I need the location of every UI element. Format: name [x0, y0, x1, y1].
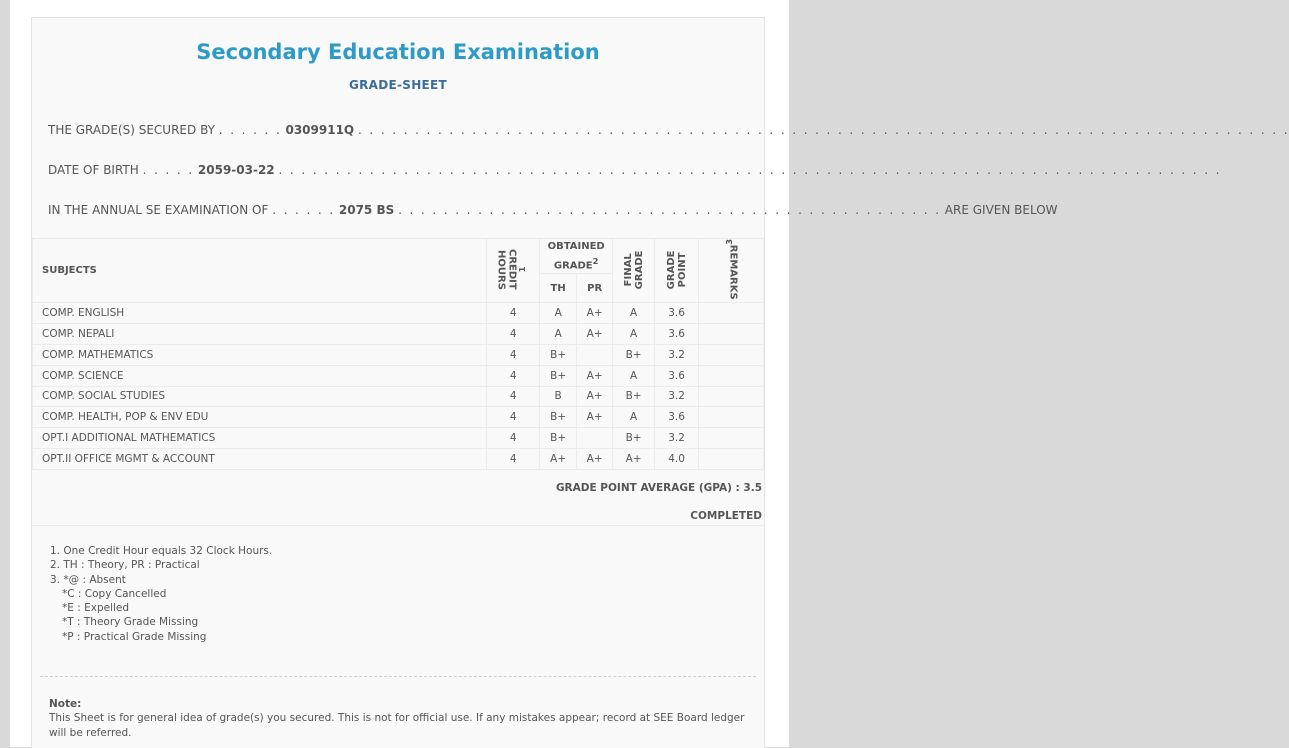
final-grade-cell: A+	[613, 448, 655, 469]
table-row	[33, 344, 764, 365]
practical-grade-cell: A+	[577, 324, 613, 345]
theory-grade-cell: B	[540, 386, 577, 407]
footnotes	[50, 544, 272, 644]
theory-grade-cell: B+	[540, 407, 577, 428]
header-obtained-grade	[540, 239, 613, 274]
header-remarks	[699, 239, 764, 303]
practical-grade-cell: A+	[577, 365, 613, 386]
final-grade-cell: A	[613, 365, 655, 386]
subject-cell: COMP. SOCIAL STUDIES	[33, 386, 487, 407]
dob-lead-dots: . . . . .	[142, 163, 195, 177]
header-credit-hours-label: CREDIT HOURS	[495, 248, 518, 290]
dob-line	[48, 163, 1222, 177]
exam-line	[48, 203, 1058, 217]
final-grade-cell: A	[613, 324, 655, 345]
grades-table	[32, 238, 764, 470]
remarks-cell	[699, 448, 764, 469]
grade-point-cell: 3.6	[655, 324, 699, 345]
subject-cell: COMP. ENGLISH	[33, 303, 487, 324]
header-credit-hours	[487, 239, 540, 303]
page-frame	[10, 0, 1289, 747]
secured-by-label: THE GRADE(S) SECURED BY	[48, 123, 215, 137]
theory-grade-cell: A	[540, 303, 577, 324]
footnote-3: 3. *@ : Absent	[50, 573, 126, 586]
subject-cell: OPT.II OFFICE MGMT & ACCOUNT	[33, 448, 487, 469]
table-row	[33, 324, 764, 345]
credit-hours-cell: 4	[487, 344, 540, 365]
grade-point-cell: 3.2	[655, 344, 699, 365]
practical-grade-cell: A+	[577, 386, 613, 407]
header-obtained-label: OBTAINED	[547, 241, 605, 252]
theory-grade-cell: B+	[540, 344, 577, 365]
remarks-cell	[699, 365, 764, 386]
header-grade-point-label: GRADE POINT	[665, 249, 688, 289]
grade-point-cell: 3.6	[655, 303, 699, 324]
symbol-number: 0309911Q	[285, 123, 355, 137]
grade-sheet	[31, 17, 1289, 748]
table-row	[33, 428, 764, 449]
remarks-cell	[699, 344, 764, 365]
header-final-grade	[613, 239, 655, 303]
exam-label: IN THE ANNUAL SE EXAMINATION OF	[48, 203, 269, 217]
header-grade-label: GRADE	[553, 260, 593, 272]
table-row	[33, 386, 764, 407]
credit-hours-cell: 4	[487, 428, 540, 449]
page-title: Secondary Education Examination	[196, 40, 600, 64]
credit-hours-cell: 4	[487, 386, 540, 407]
practical-grade-cell: A+	[577, 407, 613, 428]
footnote-3a: *C : Copy Cancelled	[62, 587, 167, 600]
footnote-3d: *P : Practical Grade Missing	[62, 630, 207, 643]
dob-label: DATE OF BIRTH	[48, 163, 139, 177]
subject-cell: OPT.I ADDITIONAL MATHEMATICS	[33, 428, 487, 449]
credit-hours-cell: 4	[487, 303, 540, 324]
final-grade-cell: B+	[613, 386, 655, 407]
theory-grade-cell: B+	[540, 365, 577, 386]
footnote-3b: *E : Expelled	[62, 602, 130, 615]
credit-hours-cell: 4	[487, 365, 540, 386]
remarks-cell	[699, 324, 764, 345]
final-grade-cell: A	[613, 303, 655, 324]
grade-point-cell: 3.6	[655, 407, 699, 428]
dob-dots: . . . . . . . . . . . . . . . . . . . . . . . . . . . . . . . . . . . . . . . . . . . . . . . . . . . . . . . . . . . . . . . . . . . . . . . . . . . . . . . . . . .	[278, 163, 1222, 177]
grade-footnote-marker: 2	[592, 256, 599, 266]
remarks-cell	[699, 386, 764, 407]
exam-suffix: ARE GIVEN BELOW	[944, 203, 1058, 217]
footnote-3c: *T : Theory Grade Missing	[62, 616, 199, 629]
gpa-summary: GRADE POINT AVERAGE (GPA) : 3.5	[555, 482, 762, 494]
theory-grade-cell: A	[540, 324, 577, 345]
subject-cell: COMP. NEPALI	[33, 324, 487, 345]
secured-by-dots: . . . . . . . . . . . . . . . . . . . . . . . . . . . . . . . . . . . . . . . . . . . . . . . . . . . . . . . . . . . . . . . . . . . . . . . . . . . . . . . . . .	[357, 123, 1289, 137]
grade-point-cell: 3.6	[655, 365, 699, 386]
note-label: Note:	[49, 698, 82, 710]
dashed-divider	[40, 676, 756, 677]
secured-by-lead-dots: . . . . . .	[218, 123, 282, 137]
header-final-grade-label: FINAL GRADE	[622, 249, 645, 289]
remarks-cell	[699, 407, 764, 428]
exam-year: 2075 BS	[338, 203, 395, 217]
footnote-1: 1. One Credit Hour equals 32 Clock Hours.	[50, 545, 273, 557]
table-row	[33, 365, 764, 386]
subject-cell: COMP. MATHEMATICS	[33, 344, 487, 365]
header-remarks-label: REMARKS	[727, 244, 739, 300]
final-grade-cell: B+	[613, 428, 655, 449]
table-row	[33, 407, 764, 428]
disclaimer-text: This Sheet is for general idea of grade(s) you secured. This is not for official use. If any mistakes appear; record at SEE Board ledger will be referred.	[49, 712, 745, 739]
practical-grade-cell	[577, 344, 613, 365]
practical-grade-cell	[577, 428, 613, 449]
subject-cell: COMP. SCIENCE	[33, 365, 487, 386]
status-text: COMPLETED	[690, 510, 762, 522]
header-subjects: SUBJECTS	[33, 239, 487, 303]
credit-hours-cell: 4	[487, 324, 540, 345]
final-grade-cell: A	[613, 407, 655, 428]
exam-dots: . . . . . . . . . . . . . . . . . . . . . . . . . . . . . . . . . . . . . . . . . . . . . . . .	[398, 203, 941, 217]
table-row	[33, 303, 764, 324]
credit-footnote-marker: 1	[517, 266, 528, 273]
sheet-subtitle: GRADE-SHEET	[348, 78, 448, 92]
header-th: TH	[540, 274, 577, 303]
grade-point-cell: 4.0	[655, 448, 699, 469]
secured-by-line	[48, 123, 1289, 137]
final-grade-cell: B+	[613, 344, 655, 365]
subject-cell: COMP. HEALTH, POP & ENV EDU	[33, 407, 487, 428]
credit-hours-cell: 4	[487, 407, 540, 428]
header-pr: PR	[577, 274, 613, 303]
table-row	[33, 448, 764, 469]
practical-grade-cell: A+	[577, 303, 613, 324]
footnote-2: 2. TH : Theory, PR : Practical	[50, 559, 200, 572]
header-grade-point	[655, 239, 699, 303]
table-header-row	[33, 239, 764, 274]
practical-grade-cell: A+	[577, 448, 613, 469]
credit-hours-cell: 4	[487, 448, 540, 469]
theory-grade-cell: A+	[540, 448, 577, 469]
grade-point-cell: 3.2	[655, 386, 699, 407]
remarks-cell	[699, 428, 764, 449]
theory-grade-cell: B+	[540, 428, 577, 449]
section-divider	[32, 525, 764, 526]
remarks-cell	[699, 303, 764, 324]
grade-point-cell: 3.2	[655, 428, 699, 449]
exam-lead-dots: . . . . . .	[272, 203, 336, 217]
dob-value: 2059-03-22	[197, 163, 275, 177]
remarks-footnote-marker: 3	[723, 238, 734, 245]
